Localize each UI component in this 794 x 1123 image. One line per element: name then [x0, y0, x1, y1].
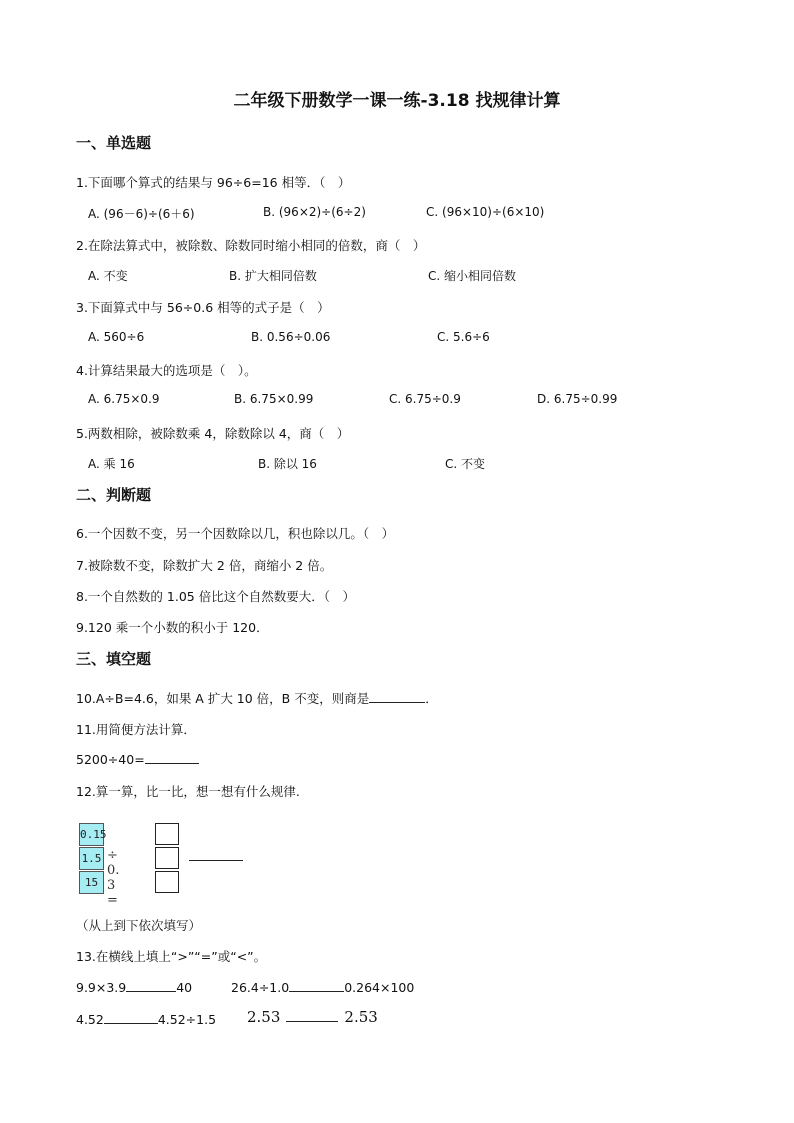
q1-option-c: C. (96×10)÷(6×10) [426, 205, 545, 219]
q12-answer-blank[interactable] [189, 860, 243, 861]
question-12: 12.算一算，比一比，想一想有什么规律. [76, 784, 300, 799]
section-heading-fill-in: 三、填空题 [76, 650, 152, 668]
q13-value-4.52: 4.52 [76, 1012, 104, 1027]
q13-row-1a [76, 979, 192, 995]
question-9: 9.120 乘一个小数的积小于 120． [76, 620, 269, 635]
q13-value-40: 40 [176, 980, 193, 995]
dividend-stack [79, 823, 107, 895]
q13-expr-4.52div1.5: 4.52÷1.5 [157, 1012, 217, 1027]
question-7: 7.被除数不变，除数扩大 2 倍，商缩小 2 倍。 [76, 558, 333, 573]
question-6: 6.一个因数不变，另一个因数除以几，积也除以几。（ ） [76, 526, 395, 541]
question-2: 2.在除法算式中，被除数、除数同时缩小相同的倍数，商（ ） [76, 238, 426, 253]
q3-option-a: A. 560÷6 [88, 330, 145, 344]
q5-option-b: B. 除以 16 [258, 457, 317, 471]
section-heading-single-choice: 一、单选题 [76, 134, 152, 152]
division-operator: ÷ 0. 3 = [107, 848, 120, 908]
question-8: 8.一个自然数的 1.05 倍比这个自然数要大．（ ） [76, 589, 355, 604]
dividend-cell-3: 15 [79, 871, 104, 894]
q2-option-b: B. 扩大相同倍数 [229, 269, 317, 283]
q13-row-2a [76, 1011, 216, 1027]
dividend-cell-1: 0.15 [79, 823, 104, 846]
question-3: 3.下面算式中与 56÷0.6 相等的式子是（ ） [76, 300, 330, 315]
q13-expr-9.9x3.9: 9.9×3.9 [76, 980, 127, 995]
q3-option-c: C. 5.6÷6 [437, 330, 490, 344]
answer-box-1[interactable] [155, 823, 179, 845]
q4-option-a: A. 6.75×0.9 [88, 392, 160, 406]
answer-box-2[interactable] [155, 847, 179, 869]
question-13: 13.在横线上填上“>”“=”或“<”。 [76, 949, 267, 964]
section-heading-true-false: 二、判断题 [76, 486, 152, 504]
question-4: 4.计算结果最大的选项是（ ）。 [76, 363, 257, 378]
answer-boxes [155, 823, 179, 895]
q1-option-b: B. (96×2)÷(6÷2) [263, 205, 366, 219]
q13-expr-26.4div1.0: 26.4÷1.0 [231, 980, 290, 995]
question-11: 11.用简便方法计算． [76, 722, 196, 737]
q13-repeating-2.53-right: 2.53 [344, 1008, 378, 1026]
q5-option-a: A. 乘 16 [88, 457, 135, 471]
q10-text: 10.A÷B=4.6，如果 A 扩大 10 倍，B 不变，则商是 [76, 691, 370, 706]
q13-blank-2[interactable] [289, 979, 344, 992]
q13-row-2b [247, 1008, 378, 1026]
q12-instruction-note: （从上到下依次填写） [76, 918, 202, 933]
q13-blank-4[interactable] [286, 1009, 338, 1022]
answer-box-3[interactable] [155, 871, 179, 893]
q4-option-d: D. 6.75÷0.99 [537, 392, 618, 406]
q11-expr-text: 5200÷40= [76, 752, 145, 767]
q13-blank-3[interactable] [104, 1011, 158, 1024]
question-1: 1.下面哪个算式的结果与 96÷6=16 相等．（ ） [76, 175, 351, 190]
page-title: 二年级下册数学一课一练-3.18 找规律计算 [233, 91, 561, 111]
q10-answer-blank[interactable] [369, 690, 425, 703]
q13-repeating-2.53-left: 2.53 [247, 1008, 281, 1026]
question-10 [76, 689, 438, 707]
q1-option-a: A. (96－6)÷(6＋6) [88, 207, 195, 221]
q5-option-c: C. 不变 [445, 457, 486, 471]
q2-option-a: A. 不变 [88, 269, 128, 283]
q2-option-c: C. 缩小相同倍数 [428, 269, 517, 283]
q13-blank-1[interactable] [126, 979, 176, 992]
q10-period: ． [425, 691, 438, 706]
q13-row-1b [231, 979, 414, 995]
question-5: 5.两数相除，被除数乘 4，除数除以 4，商（ ） [76, 426, 350, 441]
q11-expression [76, 751, 199, 767]
q3-option-b: B. 0.56÷0.06 [251, 330, 331, 344]
q4-option-b: B. 6.75×0.99 [234, 392, 314, 406]
q4-option-c: C. 6.75÷0.9 [389, 392, 461, 406]
q13-expr-0.264x100: 0.264×100 [344, 980, 415, 995]
dividend-cell-2: 1.5 [79, 847, 104, 870]
q11-answer-blank[interactable] [145, 751, 199, 764]
